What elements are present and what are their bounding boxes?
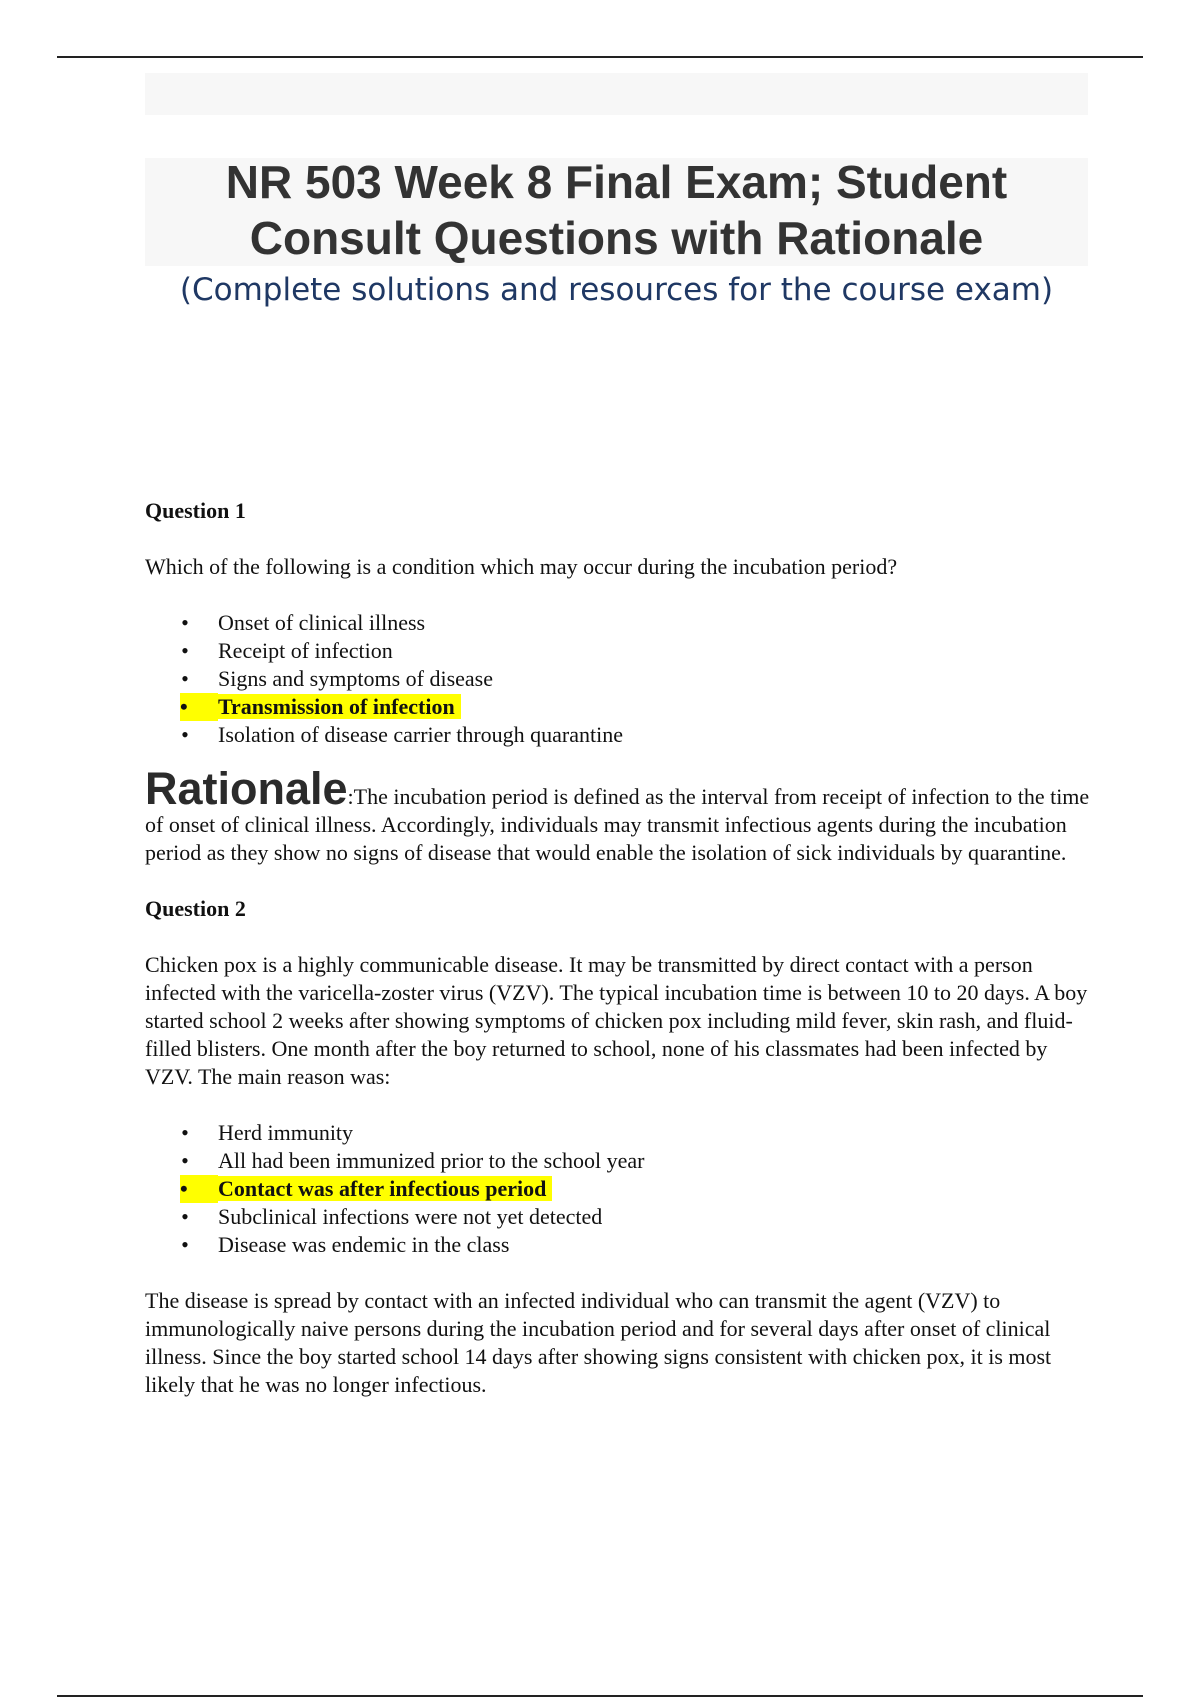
option-text: Onset of clinical illness xyxy=(218,610,426,635)
rationale-text: :The incubation period is defined as the interval from receipt of infection to the time of onset of clinical illness. Accordingly, individuals may transmit infectious agents during the incubation period as they show no signs of disease that would enable the isolation of sick individuals by quarantine. xyxy=(145,784,1090,865)
option-item xyxy=(145,1147,1090,1175)
bullet-icon: • xyxy=(181,1148,189,1173)
option-item xyxy=(145,1203,1090,1231)
question-2-text: Chicken pox is a highly communicable disease. It may be transmitted by direct contact with a person infected with the varicella-zoster virus (VZV). The typical incubation time is between 10 to 20 days. A boy started school 2 weeks after showing symptoms of chicken pox including mild fever, skin rash, and fluid-filled blisters. One month after the boy returned to school, none of his classmates had been infected by VZV. The main reason was: xyxy=(145,952,1088,1089)
bullet-icon: • xyxy=(181,1120,189,1145)
option-text: Subclinical infections were not yet detected xyxy=(218,1204,603,1229)
document-title: NR 503 Week 8 Final Exam; Student Consult Questions with Rationale xyxy=(225,156,1008,264)
bullet-icon: • xyxy=(181,1232,189,1257)
bullet-icon: • xyxy=(181,722,189,747)
top-rule xyxy=(57,56,1143,58)
option-text: Receipt of infection xyxy=(218,638,393,663)
bottom-rule xyxy=(57,1695,1143,1697)
bullet-icon: • xyxy=(181,610,189,635)
correct-option-text: Contact was after infectious period xyxy=(218,1176,552,1201)
question-1-heading: Question 1 xyxy=(145,498,246,523)
question-2-heading: Question 2 xyxy=(145,896,246,921)
option-text: Disease was endemic in the class xyxy=(218,1232,510,1257)
option-item xyxy=(145,721,1090,749)
question-2-options xyxy=(145,1119,1090,1259)
option-item xyxy=(145,637,1090,665)
document-body xyxy=(145,497,1090,1399)
correct-option-text: Transmission of infection xyxy=(218,694,461,719)
bullet-icon: • xyxy=(181,666,189,691)
option-text: Isolation of disease carrier through quarantine xyxy=(218,722,624,747)
question-1-options xyxy=(145,609,1090,749)
document-subtitle: (Complete solutions and resources for the course exam) xyxy=(179,272,1054,308)
option-item xyxy=(145,1231,1090,1259)
bullet-icon: • xyxy=(180,1175,218,1203)
bullet-icon: • xyxy=(181,638,189,663)
correct-option-item xyxy=(145,693,1090,721)
question-2-explanation: The disease is spread by contact with an infected individual who can transmit the agent (VZV) to immunologically naive persons during the incubation period and for several days after onset of clinical illness. Since the boy started school 14 days after showing signs consistent with chicken pox, it is most likely that he was no longer infectious. xyxy=(145,1288,1052,1397)
correct-option-item xyxy=(145,1175,1090,1203)
option-item xyxy=(145,609,1090,637)
bullet-icon: • xyxy=(180,693,218,721)
header-shade-bar xyxy=(145,73,1088,115)
question-1-rationale xyxy=(145,763,1090,867)
option-item xyxy=(145,1119,1090,1147)
option-text: All had been immunized prior to the school year xyxy=(218,1148,645,1173)
option-text: Herd immunity xyxy=(218,1120,354,1145)
option-item xyxy=(145,665,1090,693)
question-1-text: Which of the following is a condition which may occur during the incubation period? xyxy=(145,554,898,579)
option-text: Signs and symptoms of disease xyxy=(218,666,493,691)
rationale-label: Rationale xyxy=(145,763,348,814)
bullet-icon: • xyxy=(181,1204,189,1229)
